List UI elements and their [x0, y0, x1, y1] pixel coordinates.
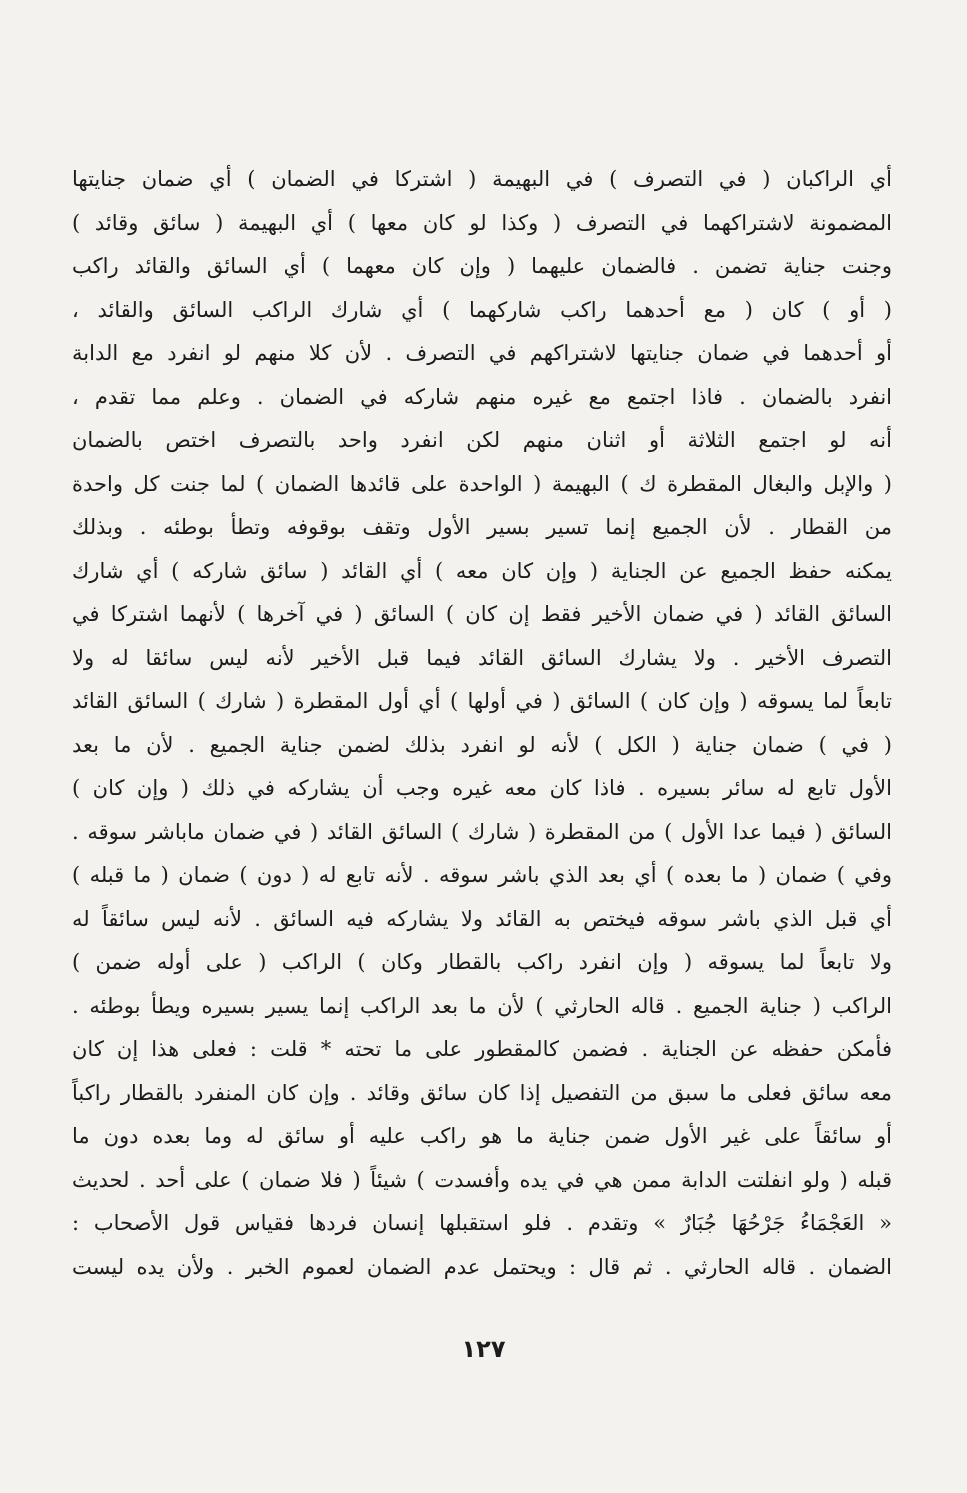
text-line: أو سائقاً على غير الأول ضمن جناية ما هو راكب عليه أو سائق له وما بعده دون ما — [72, 1124, 892, 1148]
text-line: ( أو ) كان ( مع أحدهما راكب شاركهما ) أي شارك الراكب السائق والقائد ، — [72, 297, 892, 322]
text-line: الضمان . قاله الحارثي . ثم قال : ويحتمل عدم الضمان لعموم الخبر . ولأن يده ليست — [72, 1254, 892, 1279]
text-line: المضمونة لاشتراكهما في التصرف ( وكذا لو كان معها ) أي البهيمة ( سائق وقائد ) — [72, 210, 892, 235]
text-line: انفرد بالضمان . فاذا اجتمع مع غيره منهم شاركه في الضمان . وعلم مما تقدم ، — [72, 384, 892, 409]
text-line: وفي ) ضمان ( ما بعده ) أي بعد الذي باشر سوقه . لأنه تابع له ( دون ) ضمان ( ما قبله ) — [72, 863, 892, 887]
text-line: أنه لو اجتمع الثلاثة أو اثنان منهم لكن انفرد واحد بالتصرف اختص بالضمان — [72, 428, 892, 452]
text-line: معه سائق فعلى ما سبق من التفصيل إذا كان سائق وقائد . وإن كان المنفرد بالقطار راكباً — [72, 1080, 892, 1105]
text-line: وجنت جناية تضمن . فالضمان عليهما ( وإن كان معهما ) أي السائق والقائد راكب — [72, 254, 892, 278]
text-line: ولا تابعاً لما يسوقه ( وإن انفرد راكب بالقطار وكان ) الراكب ( على أوله ضمن ) — [72, 950, 892, 974]
text-line: تابعاً لما يسوقه ( وإن كان ) السائق ( في أولها ) أي أول المقطرة ( شارك ) السائق القائد — [72, 689, 892, 713]
text-line: الراكب ( جناية الجميع . قاله الحارثي ) لأن ما بعد الراكب إنما يسير بسيره ويطأ بوطئه . — [72, 993, 892, 1018]
text-line: أي قبل الذي باشر سوقه فيختص به القائد ولا يشاركه فيه السائق . لأنه ليس سائقاً له — [72, 906, 892, 931]
text-line: التصرف الأخير . ولا يشارك السائق القائد فيما قبل الأخير لأنه ليس سائقا له ولا — [72, 645, 892, 670]
text-line: من القطار . لأن الجميع إنما تسير بسير الأول وتقف بوقوفه وتطأ بوطئه . وبذلك — [72, 515, 892, 539]
text-line: السائق القائد ( في ضمان الأخير فقط إن كان ) السائق ( في آخرها ) لأنهما اشتركا في — [72, 602, 892, 626]
text-line: أو أحدهما في ضمان جنايتها لاشتراكهم في التصرف . لأن كلا منهم لو انفرد مع الدابة — [72, 341, 892, 365]
text-line: فأمكن حفظه عن الجناية . فضمن كالمقطور على ما تحته * قلت : فعلى هذا إن كان — [72, 1037, 892, 1061]
page-number: ١٢٧ — [461, 1335, 506, 1363]
text-line: ( والإبل والبغال المقطرة ك ) البهيمة ( الواحدة على قائدها الضمان ) لما جنت كل واحدة — [72, 471, 892, 496]
text-line: « العَجْمَاءُ جَرْحُهَا جُبَارٌ » وتقدم . فلو استقبلها إنسان فردها فقياس قول الأصحاب : — [72, 1211, 892, 1235]
text-line: قبله ( ولو انفلتت الدابة ممن هي في يده وأفسدت ) شيئاً ( فلا ضمان ) على أحد . لحديث — [72, 1167, 892, 1192]
text-line: الأول تابع له سائر بسيره . فاذا كان معه غيره وجب أن يشاركه في ذلك ( وإن كان ) — [72, 776, 892, 800]
text-line: ( في ) ضمان جناية ( الكل ) لأنه لو انفرد بذلك لضمن جناية الجميع . لأن ما بعد — [72, 732, 892, 757]
text-line: أي الراكبان ( في التصرف ) في البهيمة ( اشتركا في الضمان ) أي ضمان جنايتها — [72, 167, 892, 191]
body-text — [72, 158, 892, 1289]
text-line: يمكنه حفظ الجميع عن الجناية ( وإن كان معه ) أي القائد ( سائق شاركه ) أي شارك — [72, 558, 892, 583]
text-line: السائق ( فيما عدا الأول ) من المقطرة ( شارك ) السائق القائد ( في ضمان ماباشر سوقه . — [72, 819, 892, 844]
